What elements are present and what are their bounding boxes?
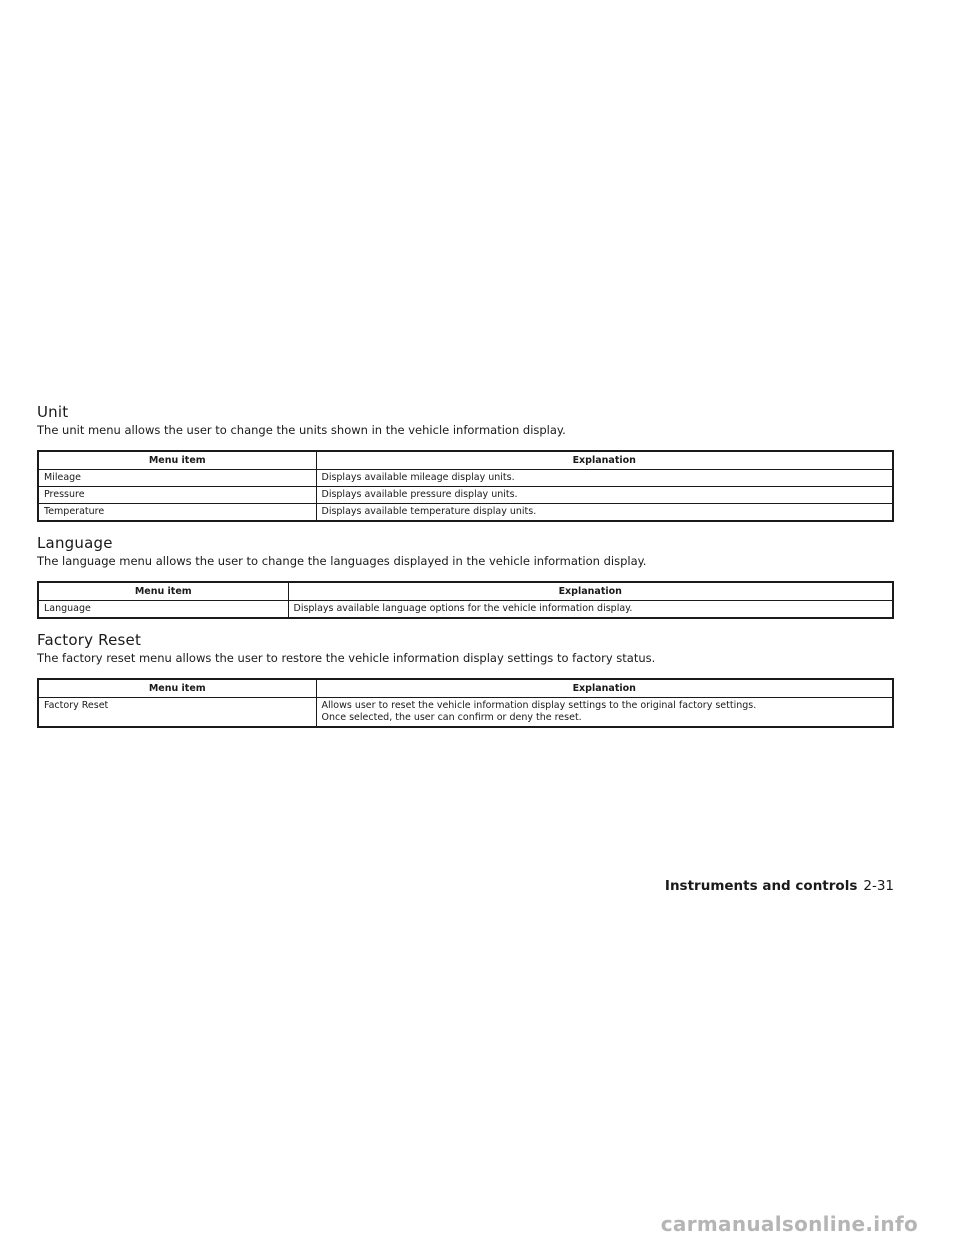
table-header-row (38, 451, 893, 470)
column-header-explanation: Explanation (316, 679, 893, 698)
factory-reset-menu-table (37, 678, 894, 728)
table-row (38, 504, 893, 522)
section-title-factory-reset: Factory Reset (37, 631, 142, 649)
chapter-title: Instruments and controls (664, 878, 858, 894)
explanation-cell: Displays available temperature display units. (321, 506, 537, 517)
section-title-language: Language (37, 534, 113, 552)
section-description-language: The language menu allows the user to change the languages displayed in the vehicle information display. (37, 554, 647, 568)
explanation-line: Allows user to reset the vehicle information display settings to the original factory settings. (321, 700, 757, 711)
column-header-menu-item: Menu item (38, 451, 316, 470)
section-title-unit: Unit (37, 403, 69, 421)
unit-menu-table (37, 450, 894, 522)
menu-item-cell: Mileage (38, 470, 316, 487)
menu-item-cell: Pressure (38, 487, 316, 504)
page-footer (665, 878, 894, 894)
column-header-menu-item: Menu item (38, 582, 288, 601)
explanation-cell: Displays available language options for the vehicle information display. (293, 603, 633, 614)
menu-item-cell: Language (38, 601, 288, 619)
table-row (38, 470, 893, 487)
menu-item-cell: Factory Reset (38, 698, 316, 728)
menu-item-cell: Temperature (38, 504, 316, 522)
explanation-cell: Displays available mileage display units. (316, 470, 893, 487)
explanation-cell: Displays available pressure display units. (316, 487, 893, 504)
explanation-cell (316, 698, 893, 728)
watermark: carmanualsonline.info (660, 1212, 918, 1236)
column-header-menu-item: Menu item (38, 679, 316, 698)
page-content (37, 402, 894, 739)
table-row (38, 487, 893, 504)
table-row (38, 601, 893, 619)
column-header-explanation: Explanation (316, 451, 893, 470)
language-menu-table (37, 581, 894, 619)
section-description-unit: The unit menu allows the user to change the units shown in the vehicle information display. (37, 423, 566, 437)
page-number: 2-31 (863, 878, 894, 894)
table-header-row (38, 582, 893, 601)
table-header-row (38, 679, 893, 698)
column-header-explanation: Explanation (288, 582, 893, 601)
section-description-factory-reset: The factory reset menu allows the user to restore the vehicle information display settings to factory status. (37, 651, 656, 665)
table-row (38, 698, 893, 728)
explanation-line: Once selected, the user can confirm or deny the reset. (321, 712, 582, 723)
